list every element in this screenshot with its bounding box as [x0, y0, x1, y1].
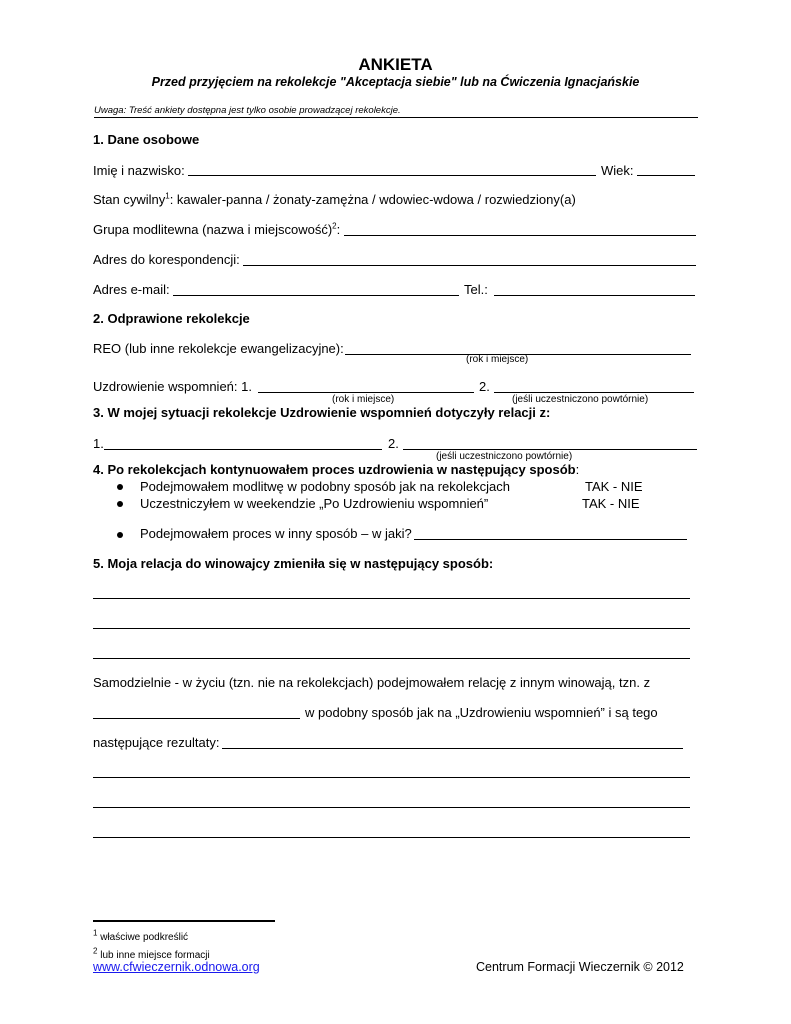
address-field[interactable]: [243, 265, 696, 266]
reo-caption: (rok i miejsce): [466, 354, 529, 365]
relation-caption-2: (jeśli uczestniczono powtórnie): [436, 451, 573, 462]
footnote-ref-2: 2: [332, 221, 337, 231]
prayer-group-colon: :: [336, 222, 341, 237]
independent-paragraph-line-1: Samodzielnie - w życiu (tzn. nie na rekolekcjach) podejmowałem relację z innym winowają, tzn. z: [93, 675, 651, 690]
address-label: Adres do korespondencji:: [93, 252, 240, 267]
section-5-heading: 5. Moja relacja do winowajcy zmieniła się w następujący sposób:: [93, 556, 494, 571]
civil-status-line: [93, 192, 576, 207]
results-label: następujące rezultaty:: [93, 735, 220, 750]
reo-label: REO (lub inne rekolekcje ewangelizacyjne):: [93, 341, 344, 356]
answer-line-1[interactable]: [93, 598, 690, 599]
answer-line-2[interactable]: [93, 628, 690, 629]
page-subtitle: Przed przyjęciem na rekolekcje "Akceptacja siebie" lub na Ćwiczenia Ignacjańskie: [151, 75, 640, 89]
continuation-item-3: Podejmowałem proces w inny sposób – w jaki?: [140, 526, 412, 541]
civil-status-options[interactable]: : kawaler-panna / żonaty-zamężna / wdowiec-wdowa / rozwiedziony(a): [169, 192, 576, 207]
healing-memories-caption-1: (rok i miejsce): [332, 394, 395, 405]
continuation-item-2: Uczestniczyłem w weekendzie „Po Uzdrowieniu wspomnień”: [140, 496, 489, 511]
healing-memories-caption-2: (jeśli uczestniczono powtórnie): [512, 394, 649, 405]
section-4-heading-line: [93, 462, 579, 477]
prayer-group-field[interactable]: [344, 235, 696, 236]
page-title: ANKIETA: [358, 55, 433, 74]
age-field[interactable]: [637, 175, 695, 176]
answer-line-6[interactable]: [93, 837, 690, 838]
relation-num-2: 2.: [388, 436, 399, 451]
relation-field-2[interactable]: [403, 449, 697, 450]
footnote-1: [93, 928, 189, 943]
civil-status-label: Stan cywilny: [93, 192, 166, 207]
phone-field[interactable]: [494, 295, 695, 296]
section-2-heading: 2. Odprawione rekolekcje: [93, 311, 250, 326]
bullet-icon: [117, 532, 123, 538]
prayer-group-line: [93, 222, 340, 237]
age-label: Wiek:: [601, 163, 634, 178]
privacy-note: Uwaga: Treść ankiety dostępna jest tylko osobie prowadzącej rekolekcje.: [94, 105, 401, 116]
name-field[interactable]: [188, 175, 596, 176]
prayer-group-label: Grupa modlitewna (nazwa i miejscowość): [93, 222, 333, 237]
section-4-heading: 4. Po rekolekcjach kontynuowałem proces uzdrowienia w następujący sposób: [93, 462, 576, 477]
website-link[interactable]: www.cfwieczernik.odnowa.org: [93, 960, 260, 974]
email-label: Adres e-mail:: [93, 282, 170, 297]
copyright-text: Centrum Formacji Wieczernik © 2012: [476, 960, 684, 974]
header-divider: [94, 117, 698, 118]
footnote-ref-1: 1: [165, 191, 170, 201]
bullet-icon: [117, 484, 123, 490]
relation-field-1[interactable]: [104, 449, 382, 450]
footnote-2-text: lub inne miejsce formacji: [100, 950, 210, 961]
relation-num-1: 1.: [93, 436, 104, 451]
phone-label: Tel.:: [464, 282, 488, 297]
continuation-answer-1[interactable]: TAK - NIE: [585, 479, 643, 494]
answer-line-3[interactable]: [93, 658, 690, 659]
results-field[interactable]: [222, 748, 683, 749]
other-method-field[interactable]: [414, 539, 687, 540]
answer-line-4[interactable]: [93, 777, 690, 778]
footnote-1-number: 1: [93, 928, 98, 938]
answer-line-5[interactable]: [93, 807, 690, 808]
healing-memories-field-2[interactable]: [494, 392, 694, 393]
bullet-icon: [117, 501, 123, 507]
email-field[interactable]: [173, 295, 459, 296]
section-3-heading: 3. W mojej sytuacji rekolekcje Uzdrowienie wspomnień dotyczyły relacji z:: [93, 405, 551, 420]
section-1-heading: 1. Dane osobowe: [93, 132, 200, 147]
healing-memories-label: Uzdrowienie wspomnień: 1.: [93, 379, 252, 394]
continuation-answer-2[interactable]: TAK - NIE: [582, 496, 640, 511]
independent-paragraph-line-2: w podobny sposób jak na „Uzdrowieniu wspomnień” i są tego: [305, 705, 658, 720]
footnote-2-number: 2: [93, 946, 98, 956]
section-4-colon: :: [575, 462, 580, 477]
name-label: Imię i nazwisko:: [93, 163, 185, 178]
footnote-1-text: właściwe podkreślić: [100, 932, 189, 943]
healing-memories-num-2: 2.: [479, 379, 490, 394]
other-offender-field[interactable]: [93, 718, 300, 719]
footnote-divider: [93, 920, 275, 922]
healing-memories-field-1[interactable]: [258, 392, 474, 393]
continuation-item-1: Podejmowałem modlitwę w podobny sposób jak na rekolekcjach: [140, 479, 510, 494]
